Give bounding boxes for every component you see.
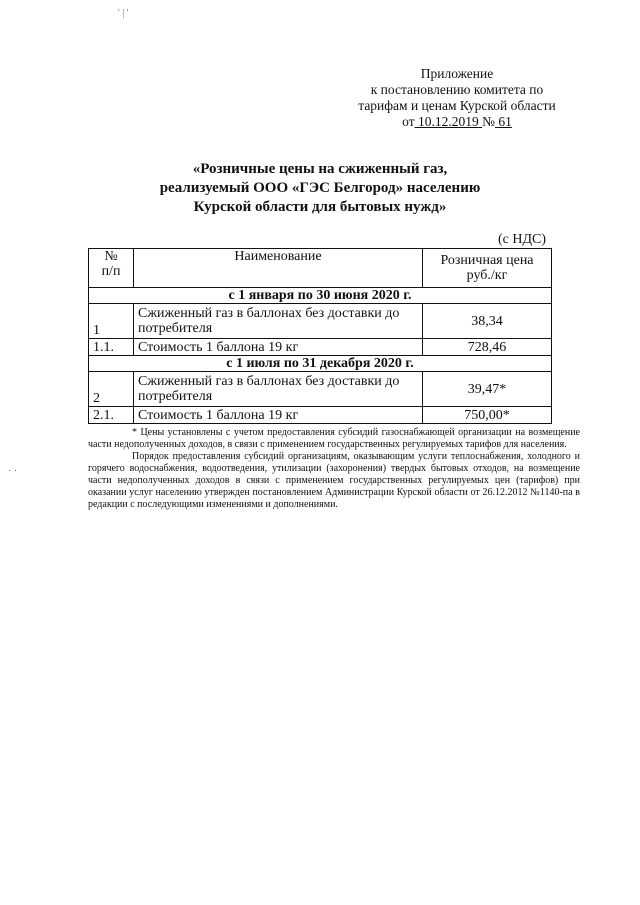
row-price: 38,34	[423, 304, 552, 339]
appendix-header	[352, 66, 562, 130]
appendix-line-2: к постановлению комитета по	[370, 82, 544, 97]
table-row	[89, 339, 552, 356]
row-name: Сжиженный газ в баллонах без доставки до потребителя	[134, 372, 423, 407]
table-row	[89, 407, 552, 424]
footnote-subsidy: * Цены установлены с учетом предоставления субсидий газоснабжающей организации на возмещение части недополученных доходов, в связи с применением государственных регулируемых тарифов для населения.	[88, 427, 580, 450]
row-name: Стоимость 1 баллона 19 кг	[134, 407, 423, 424]
title-line-3: Курской области для бытовых нужд»	[193, 199, 447, 215]
title-line-1: «Розничные цены на сжиженный газ,	[192, 161, 448, 177]
appendix-line-3: тарифам и ценам Курской области	[358, 98, 556, 113]
title-line-2: реализуемый ООО «ГЭС Белгород» населению	[159, 180, 481, 196]
vat-note: (с НДС)	[498, 232, 547, 247]
number-prefix: №	[482, 114, 495, 129]
row-price: 728,46	[423, 339, 552, 356]
row-number: 1	[89, 304, 134, 339]
period-label: с 1 июля по 31 декабря 2020 г.	[89, 356, 552, 372]
price-table	[88, 248, 552, 424]
row-number: 2.1.	[89, 407, 134, 424]
row-number: 1.1.	[89, 339, 134, 356]
header-number: № п/п	[89, 249, 134, 288]
row-name: Стоимость 1 баллона 19 кг	[134, 339, 423, 356]
header-price: Розничная цена руб./кг	[423, 249, 552, 288]
document-title	[100, 160, 540, 217]
footnotes	[88, 427, 580, 511]
period-label: с 1 января по 30 июня 2020 г.	[89, 288, 552, 304]
row-number: 2	[89, 372, 134, 407]
table-header-row	[89, 249, 552, 288]
table-row	[89, 304, 552, 339]
row-price: 39,47*	[423, 372, 552, 407]
scan-mark-top: ' | '	[118, 8, 129, 19]
appendix-date-line	[352, 114, 562, 130]
appendix-line-1: Приложение	[420, 66, 494, 81]
row-name: Сжиженный газ в баллонах без доставки до потребителя	[134, 304, 423, 339]
decree-date: 10.12.2019	[417, 114, 479, 129]
period-row	[89, 288, 552, 304]
table-row	[89, 372, 552, 407]
period-row	[89, 356, 552, 372]
decree-number: 61	[498, 114, 512, 129]
footnote-procedure: Порядок предоставления субсидий организациям, оказывающим услуги теплоснабжения, холодного и горячего водоснабжения, водоотведения, утилизации (захоронения) твердых бытовых отходов, на возмещение части недополученных доходов в связи с применением государственных регулируемых цен (тарифов) при оказании услуг населению утвержден постановлением Администрации Курской области от 26.12.2012 №1140-па в редакции с последующими изменениями и дополнениями.	[88, 451, 580, 510]
date-prefix: от	[402, 114, 415, 129]
scan-mark-left: · ·	[8, 466, 18, 477]
row-price: 750,00*	[423, 407, 552, 424]
header-name: Наименование	[134, 249, 423, 288]
